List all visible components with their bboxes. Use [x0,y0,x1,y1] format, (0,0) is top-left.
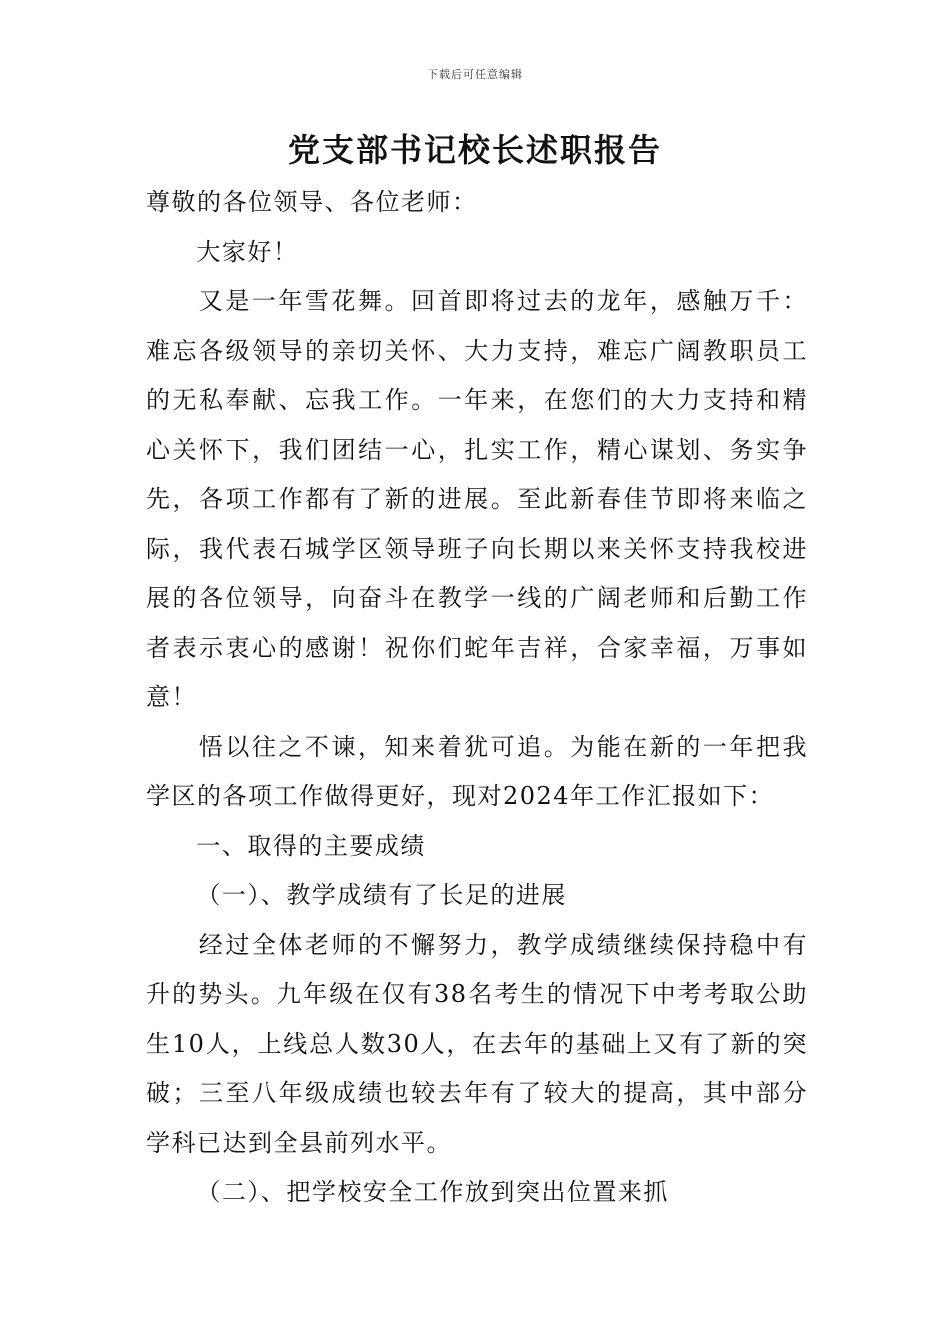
salutation: 尊敬的各位领导、各位老师： [146,188,478,216]
paragraph-report-lead: 悟以往之不谏，知来着犹可追。为能在新的一年把我学区的各项工作做得更好，现对2024年工作汇报如下： [146,732,808,810]
paragraph-teaching-results: 经过全体老师的不懈努力，教学成绩继续保持稳中有升的势头。九年级在仅有38名考生的情况下中考考取公助生10人，上线总人数30人，在去年的基础上又有了新的突破；三至八年级成绩也较去年有了较大的提高，其中部分学科已达到全县前列水平。 [146,930,808,1157]
section-heading-achievements: 一、取得的主要成绩 [196,831,426,860]
greeting: 大家好！ [196,237,299,266]
page-header-note: 下载后可任意编辑 [427,68,523,81]
subsection-heading-safety: （二）、把学校安全工作放到突出位置来抓 [196,1178,669,1206]
subsection-heading-teaching: （一）、教学成绩有了长足的进展 [196,881,567,909]
paragraph-intro: 又是一年雪花舞。回首即将过去的龙年，感触万千：难忘各级领导的亲切关怀、大力支持，难忘广阔教职员工的无私奉献、忘我工作。一年来，在您们的大力支持和精心关怀下，我们团结一心，扎实工作，精心谋划、务实争先，各项工作都有了新的进展。至此新春佳节即将来临之际，我代表石城学区领导班子向长期以来关怀支持我校进展的各位领导，向奋斗在教学一线的广阔老师和后勤工作者表示衷心的感谢！祝你们蛇年吉祥，合家幸福，万事如意！ [146,287,808,711]
document-title: 党支部书记校长述职报告 [287,131,662,169]
document-body [146,178,808,1218]
